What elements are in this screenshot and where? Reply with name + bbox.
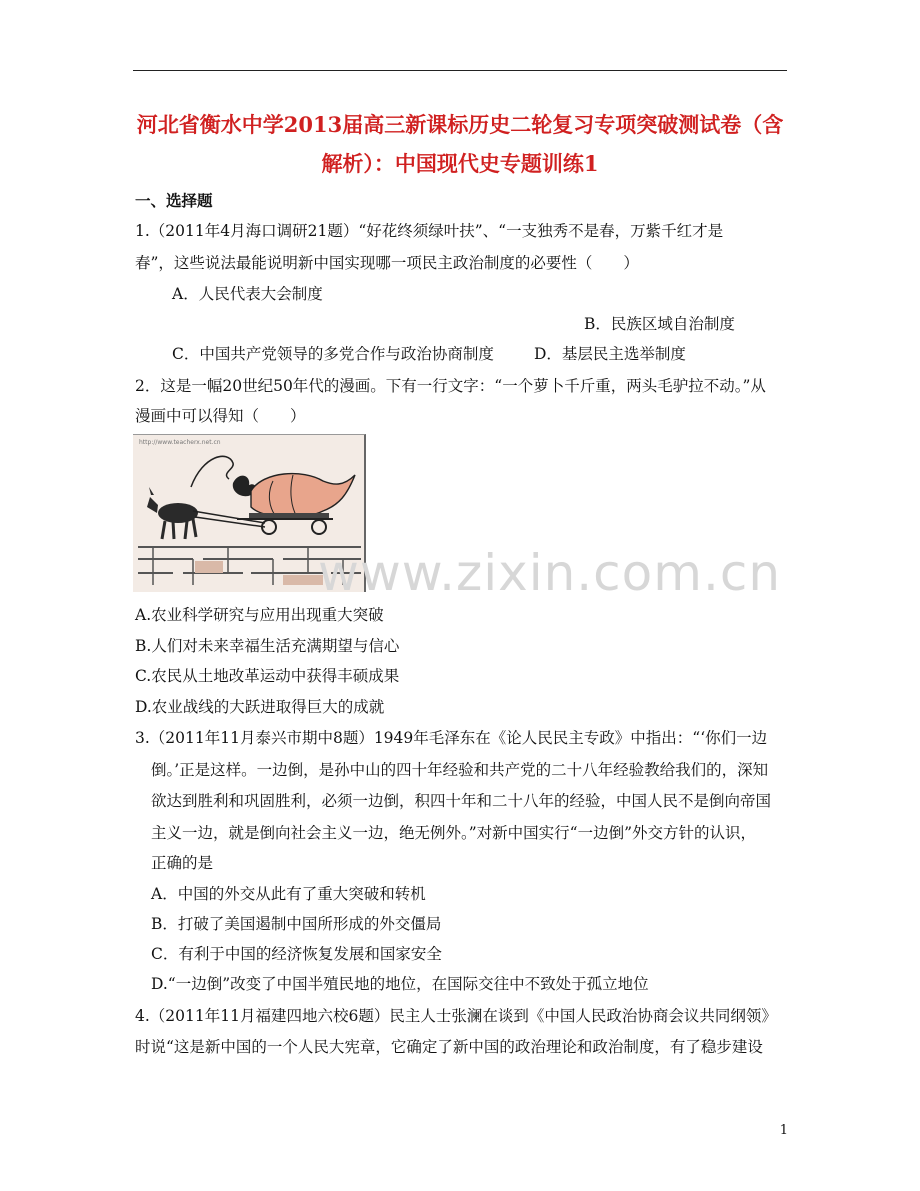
q3-line-4: 主义一边，就是倒向社会主义一边，绝无例外。”对新中国实行“一边倒”外交方针的认识， <box>151 824 757 842</box>
q3-line-5: 正确的是 <box>151 854 214 872</box>
title-line-1: 河北省衡水中学2013届高三新课标历史二轮复习专项突破测试卷（含 <box>136 112 784 137</box>
q3-line-3: 欲达到胜利和巩固胜利，必须一边倒，积四十年和二十八年的经验，中国人民不是倒向帝国 <box>151 792 772 810</box>
q2-line-1: 2．这是一幅20世纪50年代的漫画。下有一行文字：“一个萝卜千斤重，两头毛驴拉不动。”从 <box>135 377 766 395</box>
q2-line-2: 漫画中可以得知（ ） <box>135 407 306 425</box>
title-line-2: 解析）：中国现代史专题训练1 <box>321 151 599 176</box>
section-heading: 一、选择题 <box>135 191 213 210</box>
q2-option-d: D.农业战线的大跃进取得巨大的成就 <box>135 698 385 716</box>
q3-option-c: C．有利于中国的经济恢复发展和国家安全 <box>151 945 442 963</box>
q2-option-b: B.人们对未来幸福生活充满期望与信心 <box>135 637 400 655</box>
q1-line-2: 春”，这些说法最能说明新中国实现哪一项民主政治制度的必要性（ ） <box>135 254 639 272</box>
q1-option-a: A．人民代表大会制度 <box>172 285 323 303</box>
page-number: 1 <box>779 1123 788 1138</box>
q4-line-1: 4.（2011年11月福建四地六校6题）民主人士张澜在谈到《中国人民政治协商会议共同纲领》 <box>135 1007 777 1025</box>
q3-option-b: B．打破了美国遏制中国所形成的外交僵局 <box>151 915 442 933</box>
image-caption: http://www.teacherx.net.cn <box>139 439 221 446</box>
q3-line-2: 倒。’正是这样。一边倒，是孙中山的四十年经验和共产党的二十八年经验教给我们的，深知 <box>151 761 769 779</box>
q1-option-c: C．中国共产党领导的多党合作与政治协商制度 <box>172 345 494 363</box>
q2-option-c: C.农民从土地改革运动中获得丰硕成果 <box>135 667 400 685</box>
q1-option-d: D．基层民主选举制度 <box>534 345 686 363</box>
q2-option-a: A.农业科学研究与应用出现重大突破 <box>135 606 384 624</box>
q3-line-1: 3.（2011年11月泰兴市期中8题）1949年毛泽东在《论人民民主专政》中指出：“‘你们一边 <box>135 729 768 747</box>
q1-line-1: 1.（2011年4月海口调研21题）“好花终须绿叶扶”、“一支独秀不是春，万紫千红才是 <box>135 222 724 240</box>
watermark: www.zixin.com.cn <box>318 544 782 602</box>
q4-line-2: 时说“这是新中国的一个人民大宪章，它确定了新中国的政治理论和政治制度，有了稳步建设 <box>135 1038 763 1056</box>
q3-option-d: D.“一边倒”改变了中国半殖民地的地位，在国际交往中不致处于孤立地位 <box>151 975 649 993</box>
q1-option-b: B．民族区域自治制度 <box>584 315 735 333</box>
header-rule <box>133 70 787 71</box>
q3-option-a: A．中国的外交从此有了重大突破和转机 <box>151 885 426 903</box>
